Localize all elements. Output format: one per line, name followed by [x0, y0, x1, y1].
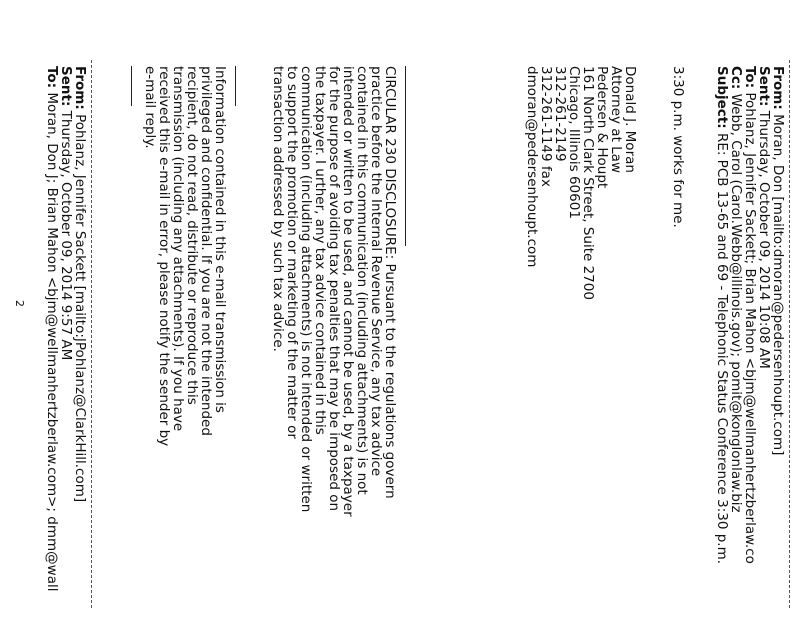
- header-separator: [789, 60, 790, 608]
- prior-to-value: Moran, Don J; Brian Mahon <bjm@wellmanhertzberlaw.com>; dmm@wall: [44, 92, 60, 592]
- disclosure-line: CIRCULAR 230 DISCLOSURE: Pursuant to the regulations govern: [382, 66, 398, 499]
- disclosure-line: practice before the Internal Revenue Service, any tax advice: [368, 66, 384, 477]
- prior-to-line: [43, 66, 60, 591]
- subject-line: [713, 66, 730, 564]
- signature-line: 161 North Clark Street, Suite 2700: [580, 66, 596, 300]
- body-text: 3:30 p.m. works for me.: [670, 66, 686, 228]
- disclosure-line: contained in this communication (including attachments) is not: [354, 66, 370, 495]
- signature-email: dmoran@pedersenhoupt.com: [524, 66, 540, 268]
- disclosure-line: to support the promotion or marketing of the matter or: [284, 66, 300, 439]
- subject-value: RE: PCB 13-65 and 69 - Telephonic Status Conference 3:30 p.m.: [714, 132, 730, 565]
- signature-line: Chicago, Illinois 60601: [566, 66, 582, 219]
- prior-from-value: Pohlanz, Jennifer Sackett [mailto:JPohlanz@ClarkHill.com]: [72, 114, 88, 503]
- sent-label: Sent:: [756, 66, 772, 107]
- confidentiality-line: Information contained in this e-mail transmission is: [212, 66, 228, 413]
- prior-to-label: To:: [44, 66, 60, 89]
- disclosure-line: for the purpose of avoiding tax penalties that may be imposed on: [326, 66, 342, 512]
- prior-sent-label: Sent:: [58, 66, 74, 107]
- to-value: Pohlanz, Jennifer Sackett; Brian Mahon <bjm@wellmanhertzberlaw.co: [742, 92, 758, 564]
- confidentiality-rule: [235, 66, 236, 106]
- from-value: Moran, Don [mailto:dmoran@pedersenhoupt.com]: [770, 114, 786, 456]
- confidentiality-line: transmission (including any attachments). If you have: [170, 66, 186, 432]
- disclosure-line: intended or written to be used, and cannot be used, by a taxpayer: [340, 66, 356, 517]
- sent-value: Thursday, October 09, 2014 10:08 AM: [756, 110, 772, 369]
- to-label: To:: [742, 66, 758, 89]
- page-number: 2: [13, 300, 26, 307]
- signature-line: 312-261-1149 fax: [538, 66, 554, 187]
- signature-line: Pedersen & Houpt: [594, 66, 610, 189]
- confidentiality-line: e-mail reply.: [142, 66, 158, 149]
- signature-line: Attorney at Law: [608, 66, 624, 173]
- cc-value: Webb, Carol (Carol.Webb@illinois.gov); pomit@konglonlaw.biz: [728, 93, 744, 513]
- prior-sent-value: Thursday, October 09, 2014 9:57 AM: [58, 110, 74, 361]
- subject-label: Subject:: [714, 66, 730, 129]
- confidentiality-line: privileged and confidential. If you are not the intended: [198, 66, 214, 436]
- disclosure-line: transaction addressed by such tax advice.: [270, 66, 286, 352]
- disclosure-rule: [405, 66, 406, 246]
- prior-from-label: From:: [72, 66, 88, 110]
- signature-line: Donald J. Moran: [622, 66, 638, 173]
- signature-line: 312-261-2149: [552, 66, 568, 162]
- disclosure-line: the taxpayer. I urther, any tax advice contained in this: [312, 66, 328, 435]
- confidentiality-line: received this e-mail in error, please notify the sender by: [156, 66, 172, 447]
- prior-email-rule: [131, 66, 132, 106]
- cc-label: Cc:: [728, 66, 744, 90]
- confidentiality-line: recipient, do not read, distribute or reproduce this: [184, 66, 200, 405]
- from-label: From:: [770, 66, 786, 110]
- disclosure-line: communication (including attachments) is not intended or written: [298, 66, 314, 513]
- prior-email-separator: [91, 60, 92, 608]
